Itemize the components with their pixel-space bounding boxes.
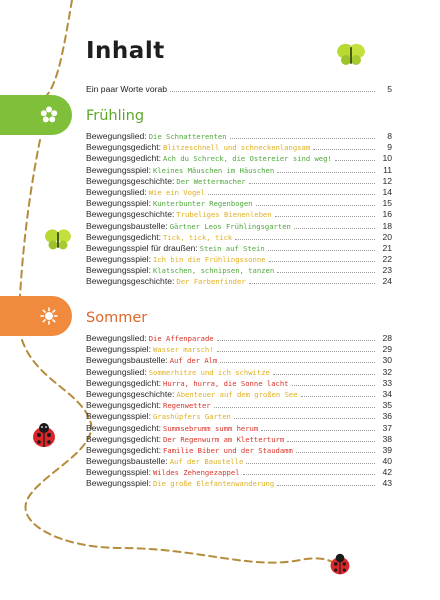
dot-leader <box>277 272 375 273</box>
entry-title: Der Regenwurm am Kletterturm <box>163 434 285 444</box>
dot-leader <box>273 374 375 375</box>
dot-leader <box>246 463 375 464</box>
entry-category: Bewegungsgedicht: <box>86 231 162 242</box>
toc-row-intro[interactable] <box>86 84 392 94</box>
toc-row[interactable] <box>86 221 392 232</box>
page-number: 42 <box>382 467 392 478</box>
page-number: 15 <box>382 198 392 209</box>
toc-row[interactable] <box>86 456 392 467</box>
dot-leader <box>269 261 376 262</box>
dot-leader <box>275 216 375 217</box>
dot-leader <box>261 430 375 431</box>
entry-title: Familie Biber und der Staudamm <box>163 445 293 455</box>
entry-category: Bewegungsgedicht: <box>86 444 162 455</box>
toc-row[interactable] <box>86 153 392 164</box>
page-number: 16 <box>382 209 392 220</box>
toc-row[interactable] <box>86 367 392 378</box>
dot-leader <box>287 441 375 442</box>
page-number: 30 <box>382 355 392 366</box>
page-number: 14 <box>382 186 392 197</box>
toc-row[interactable] <box>86 254 392 265</box>
entry-title: Wildes Zehengezappel <box>152 468 240 478</box>
toc-row[interactable] <box>86 434 392 445</box>
page-title: Inhalt <box>86 38 165 64</box>
toc-list-summer <box>86 333 392 490</box>
page-number: 24 <box>382 276 392 287</box>
dot-leader <box>217 351 375 352</box>
entry-category: Bewegungslied: <box>86 186 147 197</box>
entry-title: Summsebrumm summ herum <box>163 423 259 433</box>
entry-title: Stein auf Stein <box>199 243 265 253</box>
toc-row[interactable] <box>86 445 392 456</box>
entry-category: Bewegungsspiel: <box>86 198 151 209</box>
entry-category: Bewegungsgeschichte: <box>86 175 175 186</box>
dot-leader <box>335 160 375 161</box>
entry-category: Bewegungsspiel: <box>86 467 151 478</box>
toc-row[interactable] <box>86 276 392 287</box>
page-number: 8 <box>387 131 392 141</box>
intro-label: Ein paar Worte vorab <box>86 84 168 94</box>
entry-category: Bewegungsgedicht: <box>86 433 162 444</box>
page-number: 22 <box>382 254 392 265</box>
toc-row[interactable] <box>86 467 392 478</box>
dot-leader <box>243 474 375 475</box>
entry-category: Bewegungsgedicht: <box>86 142 162 153</box>
page-number: 39 <box>382 444 392 455</box>
dot-leader <box>301 396 375 397</box>
dot-leader <box>249 283 375 284</box>
entry-category: Bewegungsgeschichte: <box>86 276 175 287</box>
entry-category: Bewegungsspiel für draußen: <box>86 242 198 253</box>
section-tab-summer <box>0 296 72 336</box>
toc-row[interactable] <box>86 344 392 355</box>
entry-title: Die große Elefantenwanderung <box>152 479 275 489</box>
entry-title: Wasser marsch! <box>152 345 214 355</box>
page-number: 9 <box>387 142 392 153</box>
dot-leader <box>234 418 375 419</box>
entry-title: Regenwetter <box>163 401 211 411</box>
page-number: 36 <box>382 411 392 422</box>
entry-title: Ich bin die Frühlingssonne <box>152 255 266 265</box>
dot-leader <box>249 183 375 184</box>
page-number: 29 <box>382 344 392 355</box>
page-number: 5 <box>387 84 392 94</box>
toc-row[interactable] <box>86 176 392 187</box>
entry-category: Bewegungsbaustelle: <box>86 220 168 231</box>
toc-row[interactable] <box>86 131 392 142</box>
ladybug-icon <box>328 552 352 576</box>
butterfly-icon <box>44 228 72 252</box>
entry-title: Klatschen, schnipsen, tanzen <box>152 266 275 276</box>
entry-title: Blitzeschnell und schneckenlangsam <box>163 143 311 153</box>
toc-row[interactable] <box>86 243 392 254</box>
dot-leader <box>268 250 375 251</box>
entry-category: Bewegungsspiel: <box>86 254 151 265</box>
page-number: 10 <box>382 153 392 164</box>
page-number: 20 <box>382 231 392 242</box>
toc-row[interactable] <box>86 187 392 198</box>
page-number: 35 <box>382 400 392 411</box>
dot-leader <box>292 385 375 386</box>
toc-row[interactable] <box>86 198 392 209</box>
toc-row[interactable] <box>86 389 392 400</box>
dot-leader <box>294 228 375 229</box>
entry-title: Hurra, hurra, die Sonne lacht <box>163 378 289 388</box>
dot-leader <box>277 172 375 173</box>
entry-category: Bewegungslied: <box>86 333 147 343</box>
dot-leader <box>256 205 375 206</box>
entry-category: Bewegungsspiel: <box>86 478 151 489</box>
entry-title: Gärtner Leos Frühlingsgarten <box>169 221 291 231</box>
dot-leader <box>313 149 375 150</box>
page-number: 43 <box>382 478 392 489</box>
ladybug-icon <box>30 422 58 448</box>
toc-row[interactable] <box>86 265 392 276</box>
section-heading-spring: Frühling <box>86 108 145 124</box>
toc-row[interactable] <box>86 165 392 176</box>
entry-category: Bewegungsgeschichte: <box>86 209 175 220</box>
entry-title: Trubeliges Bienenleben <box>176 210 272 220</box>
entry-title: Wie ein Vogel <box>148 187 205 197</box>
entry-title: Sommerhitze und ich schwitze <box>148 367 270 377</box>
entry-category: Bewegungsgedicht: <box>86 153 162 164</box>
toc-row[interactable] <box>86 400 392 411</box>
toc-row[interactable] <box>86 423 392 434</box>
dot-leader <box>208 194 375 195</box>
entry-title: Auf der Baustelle <box>169 457 244 467</box>
entry-category: Bewegungsgedicht: <box>86 400 162 411</box>
dot-leader <box>235 239 375 240</box>
page-number: 33 <box>382 377 392 388</box>
entry-category: Bewegungslied: <box>86 131 147 141</box>
entry-category: Bewegungsbaustelle: <box>86 456 168 467</box>
section-heading-summer: Sommer <box>86 310 148 326</box>
entry-category: Bewegungsbaustelle: <box>86 355 168 366</box>
entry-title: Auf der Alm <box>169 356 218 366</box>
page-number: 23 <box>382 265 392 276</box>
section-tab-spring <box>0 95 72 135</box>
entry-title: Der Farbenfinder <box>176 277 246 287</box>
butterfly-icon <box>336 42 366 68</box>
page-number: 38 <box>382 433 392 444</box>
sun-icon <box>40 307 58 325</box>
dot-leader <box>230 138 375 139</box>
entry-category: Bewegungsspiel: <box>86 344 151 355</box>
entry-title: Tick, tick, tick <box>163 232 233 242</box>
toc-row[interactable] <box>86 142 392 153</box>
toc-row[interactable] <box>86 411 392 422</box>
entry-category: Bewegungsspiel: <box>86 411 151 422</box>
toc-row[interactable] <box>86 478 392 489</box>
toc-row[interactable] <box>86 378 392 389</box>
entry-title: Abenteuer auf dem großen See <box>176 389 298 399</box>
toc-row[interactable] <box>86 355 392 366</box>
entry-title: Kunterbunter Regenbogen <box>152 199 253 209</box>
dot-leader <box>277 485 375 486</box>
entry-title: Der Wettermacher <box>176 176 246 186</box>
page-number: 18 <box>382 220 392 231</box>
dot-leader <box>217 340 375 341</box>
page-number: 28 <box>382 333 392 343</box>
page-number: 11 <box>383 164 392 175</box>
flower-icon <box>40 106 58 124</box>
page-number: 21 <box>382 242 392 253</box>
page-number: 34 <box>382 388 392 399</box>
dot-leader <box>220 362 375 363</box>
toc-row[interactable] <box>86 232 392 243</box>
entry-title: Die Schnatterenten <box>148 132 227 141</box>
entry-title: Die Affenparade <box>148 334 214 343</box>
toc-list-spring <box>86 131 392 288</box>
toc-row[interactable] <box>86 333 392 344</box>
entry-category: Bewegungsgedicht: <box>86 422 162 433</box>
entry-category: Bewegungsspiel: <box>86 265 151 276</box>
page-number: 37 <box>382 422 392 433</box>
entry-category: Bewegungslied: <box>86 366 147 377</box>
page-number: 32 <box>382 366 392 377</box>
dot-leader <box>170 91 375 92</box>
page-number: 40 <box>382 456 392 467</box>
entry-category: Bewegungsgeschichte: <box>86 388 175 399</box>
entry-title: Kleines Mäuschen im Häuschen <box>152 165 275 175</box>
dot-leader <box>214 407 375 408</box>
entry-category: Bewegungsgedicht: <box>86 377 162 388</box>
entry-category: Bewegungsspiel: <box>86 164 151 175</box>
page-number: 12 <box>382 175 392 186</box>
toc-row[interactable] <box>86 209 392 220</box>
entry-title: Grashüpfers Garten <box>152 412 231 422</box>
dot-leader <box>296 452 375 453</box>
entry-title: Ach du Schreck, die Ostereier sind weg! <box>163 154 332 164</box>
